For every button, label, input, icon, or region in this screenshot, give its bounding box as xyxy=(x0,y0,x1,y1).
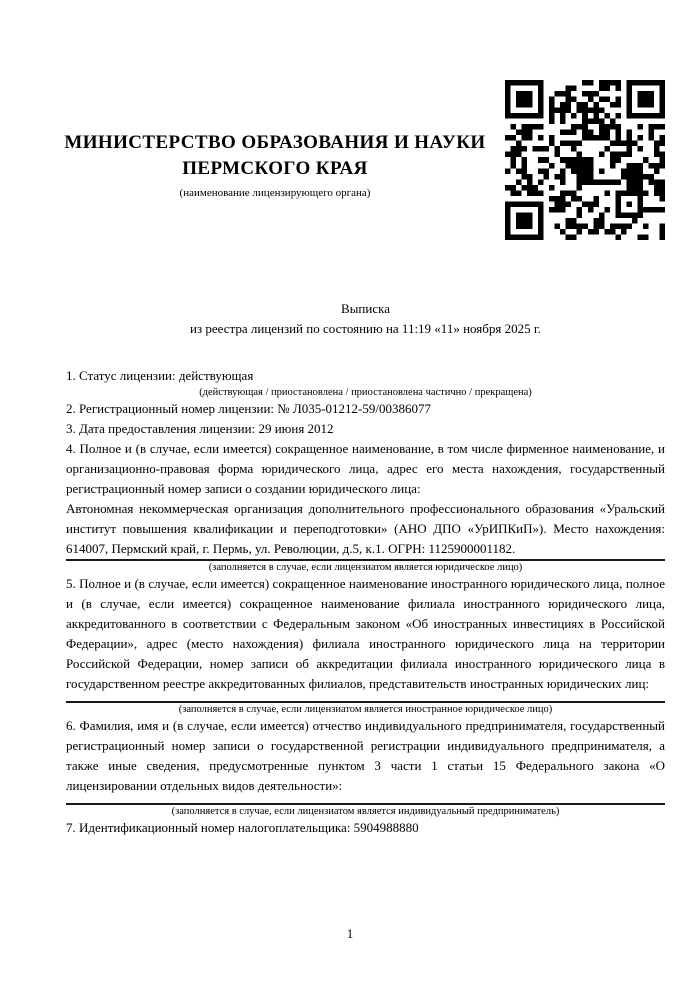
item-4-hint: (заполняется в случае, если лицензиатом является юридическое лицо) xyxy=(208,562,523,573)
item-4-label: 4. Полное и (в случае, если имеется) сокращенное наименование, в том числе фирменное наименование, и организационно-правовая форма юридического лица, адрес его места нахождения, государственный регистрационный номер записи о создании юридического лица: xyxy=(66,441,665,496)
item-3-grant-date: 3. Дата предоставления лицензии: 29 июня 2012 xyxy=(66,421,334,436)
document-body xyxy=(66,366,665,838)
ministry-name-line1: МИНИСТЕРСТВО ОБРАЗОВАНИЯ И НАУКИ xyxy=(64,132,486,153)
licensing-authority-block xyxy=(25,130,525,200)
title-line2: из реестра лицензий по состоянию на 11:19 «11» ноября 2025 г. xyxy=(190,321,541,336)
item-5-label: 5. Полное и (в случае, если имеется) сокращенное наименование иностранного юридического лица, полное и (в случае, если имеется) сокращенное наименование филиала иностранного юридического лица, аккредитованного в соответствии с Федеральным законом «Об иностранных инвестициях в Российской Федерации», адрес (место нахождения) филиала иностранного юридического лица на территории Российской Федерации, номер записи об аккредитации филиала иностранного юридического лица в государственном реестре аккредитованных филиалов, представительств иностранных юридических лиц: xyxy=(66,576,665,691)
qr-code-icon xyxy=(505,80,665,242)
item-1-license-status: 1. Статус лицензии: действующая xyxy=(66,368,254,383)
document-header xyxy=(0,78,700,248)
ministry-name-line2: ПЕРМСКОГО КРАЯ xyxy=(182,158,368,179)
item-1-hint: (действующая / приостановлена / приостановлена частично / прекращена) xyxy=(199,387,532,398)
page-number: 1 xyxy=(346,926,354,941)
item-4-value: Автономная некоммерческая организация дополнительного профессионального образования «Уральский институт повышения квалификации и переподготовки» (АНО ДПО «УрИПКиП»). Место нахождения: 614007, Пермский край, г. Пермь, ул. Революции, д.5, к.1. ОГРН: 1125900001182. xyxy=(66,501,665,556)
item-6-label: 6. Фамилия, имя и (в случае, если имеется) отчество индивидуального предпринимателя, государственный регистрационный номер записи о государственной регистрации индивидуального предпринимателя, а также иные сведения, предусмотренные пунктом 3 части 1 статьи 15 Федерального закона «О лицензировании отдельных видов деятельности»: xyxy=(66,718,665,793)
item-5-hint: (заполняется в случае, если лицензиатом является иностранное юридическое лицо) xyxy=(178,704,553,715)
title-line1: Выписка xyxy=(341,301,390,316)
item-6-hint: (заполняется в случае, если лицензиатом является индивидуальный предприниматель) xyxy=(171,806,560,817)
item-7-taxpayer-number: 7. Идентификационный номер налогоплательщика: 5904988880 xyxy=(66,820,419,835)
document-title xyxy=(66,299,665,339)
ministry-caption: (наименование лицензирующего органа) xyxy=(179,187,371,199)
item-2-registration-number: 2. Регистрационный номер лицензии: № Л035-01212-59/00386077 xyxy=(66,401,432,416)
